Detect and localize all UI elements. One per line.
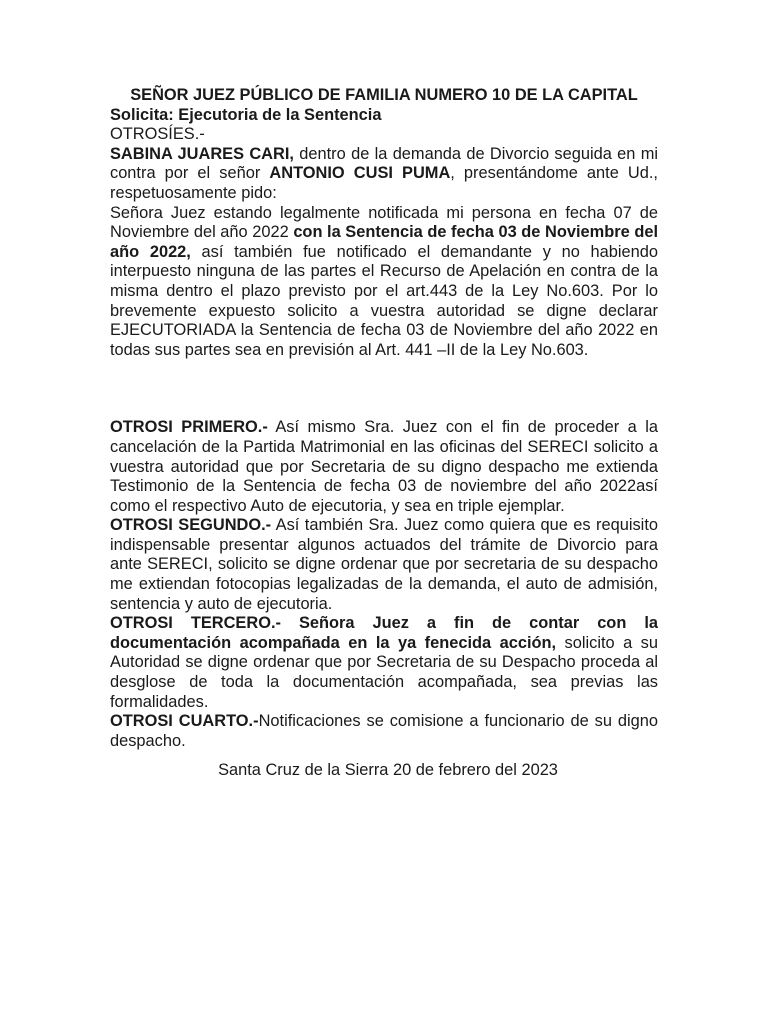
intro-text-1: dentro de la demanda de Divorcio seguida en mi contra por el señor (110, 144, 658, 183)
blank-space (110, 360, 658, 418)
otrosi-primero-label: OTROSI PRIMERO.- (110, 418, 268, 437)
otrosi-tercero-text: solicito a su Autoridad se digne ordenar que por Secretaria de su Despacho proceda al desglose de toda la documentación acompañada, sea previas las formalidades. (110, 633, 658, 711)
solicita-line: Solicita: Ejecutoria de la Sentencia (110, 105, 382, 124)
otrosi-segundo-label: OTROSI SEGUNDO.- (110, 516, 272, 535)
intro-paragraph (110, 145, 658, 204)
place-date: Santa Cruz de la Sierra 20 de febrero del 2023 (218, 761, 558, 780)
otrosi-segundo-text: Así también Sra. Juez como quiera que es requisito indispensable presentar algunos actuados del trámite de Divorcio para ante SERECI, solicito se digne ordenar que por secretaria de su despacho me extiendan fotocopias legalizadas de la demanda, el auto de admisión, sentencia y auto de ejecutoria. (110, 516, 658, 613)
body-text-1: Señora Juez estando legalmente notificada mi persona en fecha 07 de Noviembre del año 2022 (110, 203, 658, 242)
otrosi-cuarto-label: OTROSI CUARTO.- (110, 712, 259, 731)
plaintiff-name: SABINA JUARES CARI, (110, 144, 294, 163)
otrosi-primero-paragraph (110, 418, 658, 516)
otrosi-tercero-label: OTROSI TERCERO.- Señora Juez a fin de contar con la documentación acompañada en la ya fenecida acción, (110, 614, 658, 652)
intro-text-2: , presentándome ante Ud., respetuosamente pido: (110, 164, 658, 202)
document-title: SEÑOR JUEZ PÚBLICO DE FAMILIA NUMERO 10 DE LA CAPITAL (130, 86, 638, 104)
otrosi-primero-text: Así mismo Sra. Juez con el fin de proceder a la cancelación de la Partida Matrimonial en las oficinas del SERECI solicito a vuestra autoridad que por Secretaria de su digno despacho me extienda Testimonio de la Sentencia de fecha 03 de noviembre del año 2022así como el respectivo Auto de ejecutoria, y sea en triple ejemplar. (110, 418, 658, 515)
main-request-paragraph (110, 204, 658, 361)
body-text-2: así también fue notificado el demandante y no habiendo interpuesto ninguna de las partes el Recurso de Apelación en contra de la misma dentro el plazo previsto por el art.443 de la Ley No.603. Por lo brevemente expuesto solicito a vuestra autoridad se digne declarar EJECUTORIADA la Sentencia de fecha 03 de Noviembre del año 2022 en todas sus partes sea en previsión al Art. 441 –II de la Ley No.603. (110, 242, 658, 359)
otrosi-cuarto-text: Notificaciones se comisione a funcionario de su digno despacho. (110, 712, 658, 750)
opponent-name: ANTONIO CUSI PUMA (269, 164, 451, 183)
document-page (110, 86, 658, 781)
otrosi-segundo-paragraph (110, 516, 658, 614)
otrosi-tercero-paragraph (110, 614, 658, 712)
otrosi-cuarto-paragraph (110, 712, 658, 751)
body-bold-1: con la Sentencia de fecha 03 de Noviembre del año 2022, (110, 223, 658, 261)
otrosies-line: OTROSÍES.- (110, 125, 205, 144)
